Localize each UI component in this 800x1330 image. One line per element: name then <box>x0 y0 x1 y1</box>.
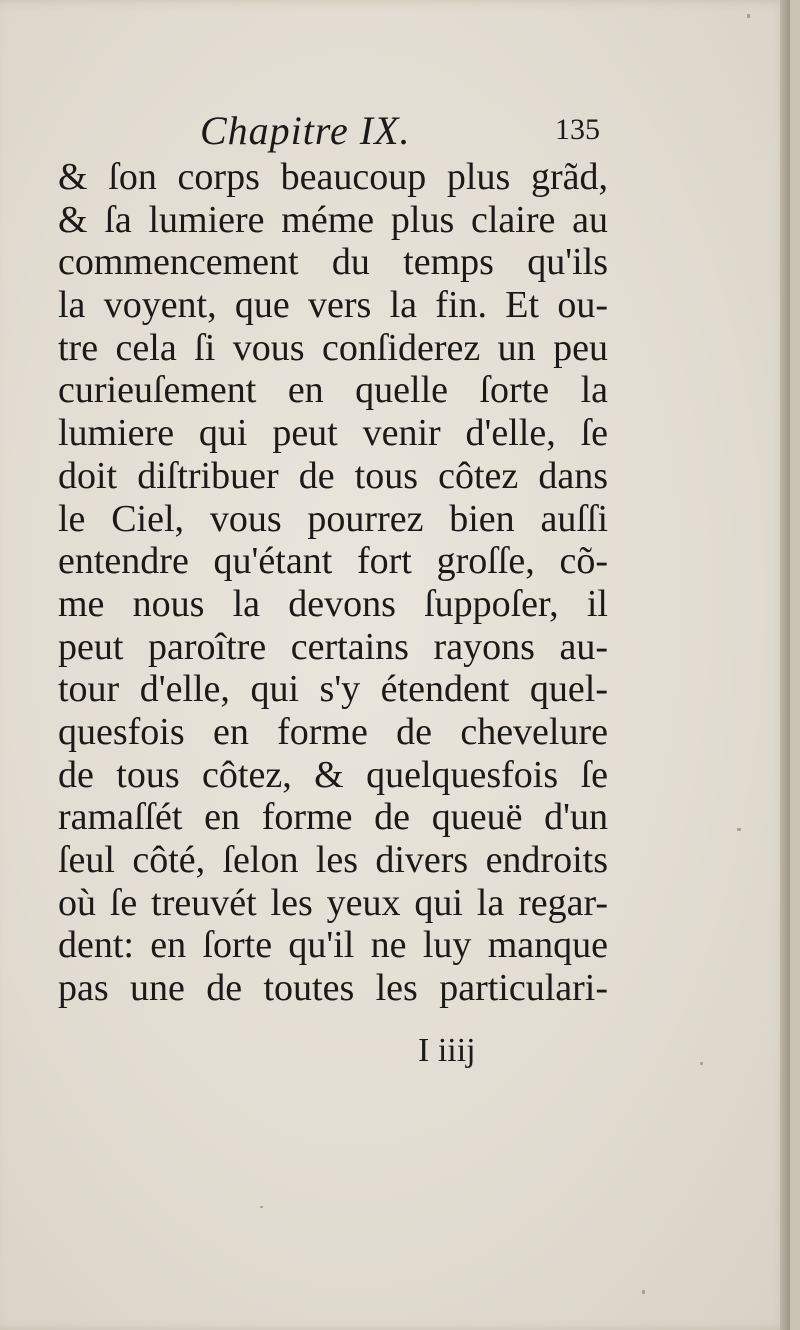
signature-mark: I iiij <box>418 1032 476 1069</box>
page-number: 135 <box>555 113 600 146</box>
text-line: & ſon corps beaucoup plus grãd, <box>58 156 608 198</box>
text-line: lumiere qui peut venir d'elle, ſe <box>58 412 608 455</box>
text-line: & ſa lumiere méme plus claire au <box>58 198 608 241</box>
text-line: tour d'elle, qui s'y étendent quel- <box>58 668 608 711</box>
text-line: curieuſement en quelle ſorte la <box>58 369 608 412</box>
body-text <box>58 156 608 1010</box>
text-line: dent: en ſorte qu'il ne luy manque <box>58 924 608 967</box>
text-line: pas une de toutes les particulari- <box>58 967 608 1010</box>
text-line: la voyent, que vers la fin. Et ou- <box>58 284 608 327</box>
text-line: entendre qu'étant fort groſſe, cõ- <box>58 540 608 583</box>
page-edge <box>780 0 790 1330</box>
text-line: de tous côtez, & quelquesfois ſe <box>58 753 608 796</box>
text-line: me nous la devons ſuppoſer, il <box>58 582 608 625</box>
text-line: peut paroître certains rayons au- <box>58 625 608 668</box>
text-line: doit diſtribuer de tous côtez dans <box>58 454 608 497</box>
text-line: quesfois en forme de chevelure <box>58 710 608 753</box>
text-line: où ſe treuvét les yeux qui la regar- <box>58 881 608 924</box>
page-header <box>60 107 600 157</box>
text-line: le Ciel, vous pourrez bien auſſi <box>58 497 608 540</box>
text-line: ramaſſét en forme de queuë d'un <box>58 796 608 839</box>
running-title: Chapitre IX. <box>200 108 411 153</box>
text-line: tre cela ſi vous conſiderez un peu <box>58 326 608 369</box>
text-line: ſeul côté, ſelon les divers endroits <box>58 839 608 881</box>
text-line: commencement du temps qu'ils <box>58 241 608 284</box>
